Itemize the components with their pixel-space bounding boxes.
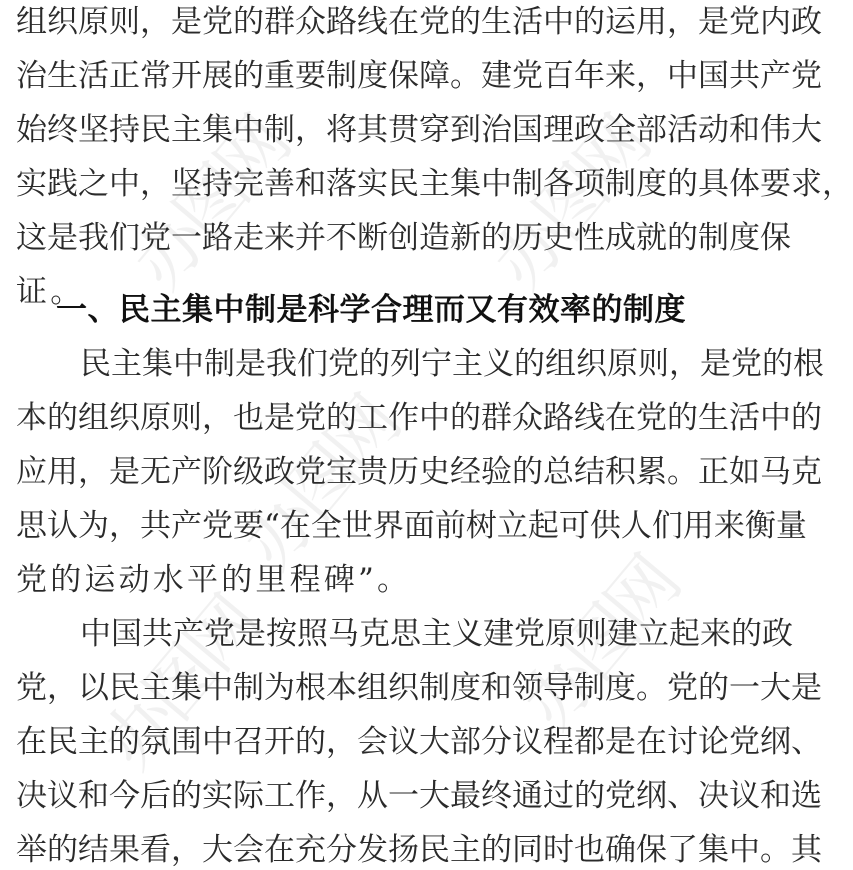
watermark: 办图网: [227, 384, 414, 584]
body-text-line: 举的结果看，大会在充分发扬民主的同时也确保了集中。其: [16, 832, 822, 868]
body-text-line: 思认为，共产党要“在全世界面前树立起可供人们用来衡量: [16, 508, 807, 544]
body-text-line: 决议和今后的实际工作，从一大最终通过的党纲、决议和选: [16, 778, 822, 814]
watermark: 办图网: [117, 104, 304, 304]
watermark: 办图网: [507, 544, 694, 744]
section-heading: 一、民主集中制是科学合理而又有效率的制度: [56, 292, 686, 328]
body-text-line: 实践之中，坚持完善和落实民主集中制各项制度的具体要求，: [16, 166, 853, 202]
body-text-line: 组织原则，是党的群众路线在党的生活中的运用，是党内政: [16, 4, 822, 40]
body-text-line: 始终坚持民主集中制，将其贯穿到治国理政全部活动和伟大: [16, 112, 822, 148]
watermark: 办图网: [87, 584, 274, 784]
body-text-line: 治生活正常开展的重要制度保障。建党百年来，中国共产党: [16, 58, 822, 94]
paragraph-first-line: 中国共产党是按照马克思主义建党原则建立起来的政: [80, 616, 793, 652]
body-text-line: 本的组织原则，也是党的工作中的群众路线在党的生活中的: [16, 400, 822, 436]
watermark: 办图网: [477, 104, 664, 304]
paragraph-first-line: 民主集中制是我们党的列宁主义的组织原则，是党的根: [80, 346, 824, 382]
body-text-line: 这是我们党一路走来并不断创造新的历史性成就的制度保: [16, 220, 791, 256]
body-text-line: 证。: [16, 274, 85, 310]
body-text-line: 党的运动水平的里程碑”。: [16, 562, 412, 598]
body-text-line: 在民主的氛围中召开的，会议大部分议程都是在讨论党纲、: [16, 724, 822, 760]
body-text-line: 应用，是无产阶级政党宝贵历史经验的总结积累。正如马克: [16, 454, 822, 490]
body-text-line: 党，以民主集中制为根本组织制度和领导制度。党的一大是: [16, 670, 822, 706]
